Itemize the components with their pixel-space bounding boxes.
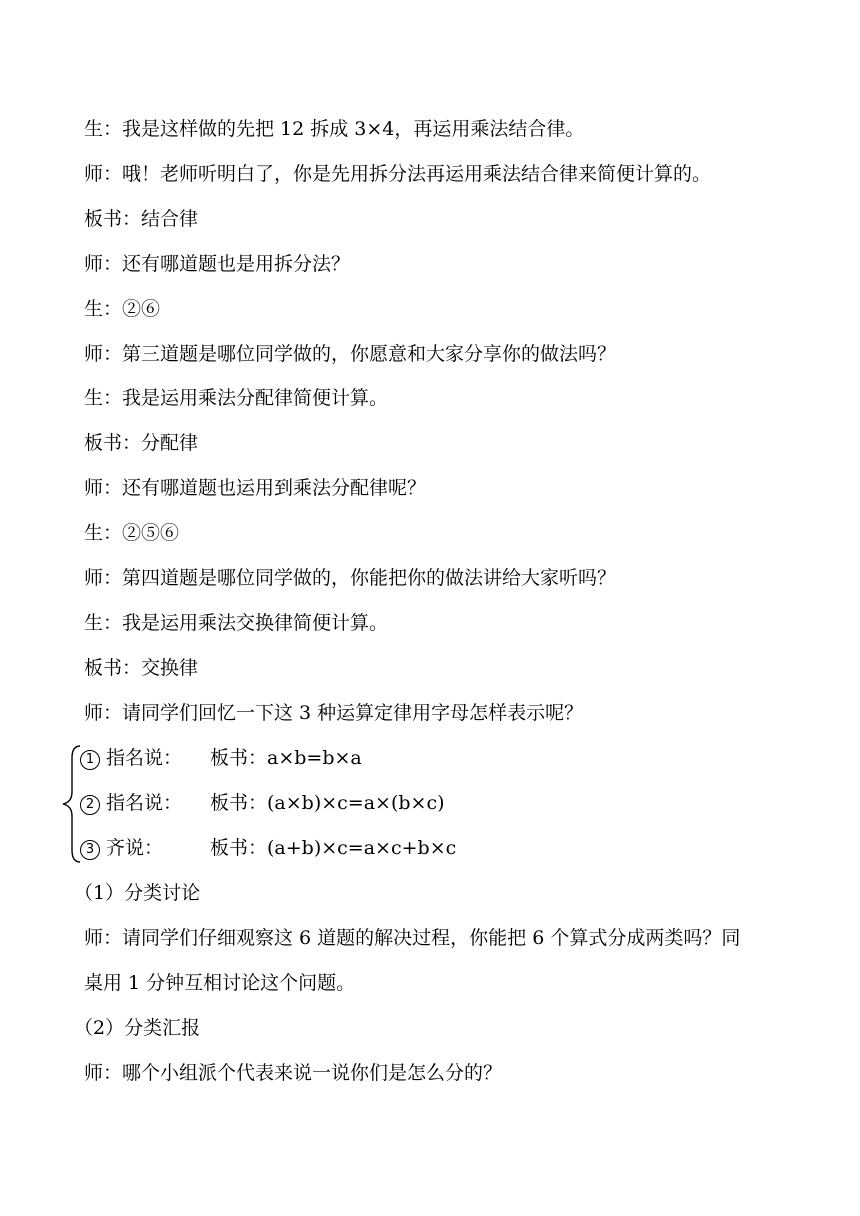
dialogue-line: 生：②⑤⑥ (84, 522, 180, 544)
circled-number: 1 (80, 750, 100, 770)
dialogue-line: 师：还有哪道题也运用到乘法分配律呢？ (84, 477, 427, 499)
speaker-mode: 齐说： (106, 837, 164, 859)
board-note: 板书：交换律 (84, 657, 199, 679)
dialogue-line: 师：第三道题是哪位同学做的，你愿意和大家分享你的做法吗？ (84, 343, 617, 365)
brace-item (80, 746, 362, 770)
dialogue-line: 师：第四道题是哪位同学做的，你能把你的做法讲给大家听吗？ (84, 567, 617, 589)
circled-number: 2 (80, 795, 100, 815)
section-heading: （2）分类汇报 (74, 1017, 201, 1039)
formula: 板书：a×b=b×a (210, 747, 362, 769)
dialogue-line: 生：②⑥ (84, 298, 161, 320)
circled-number: 3 (80, 840, 100, 860)
dialogue-line: 生：我是运用乘法分配律简便计算。 (84, 387, 389, 409)
dialogue-line: 师：哦！老师听明白了，你是先用拆分法再运用乘法结合律来简便计算的。 (84, 163, 712, 185)
section-heading: （1）分类讨论 (74, 882, 201, 904)
speaker-mode: 指名说： (106, 747, 183, 769)
formula: 板书：(a+b)×c=a×c+b×c (210, 837, 457, 859)
dialogue-line: 师：请同学们仔细观察这 6 道题的解决过程，你能把 6 个算式分成两类吗？同 (84, 927, 741, 949)
brace-item (80, 791, 445, 815)
brace-item (80, 836, 456, 860)
dialogue-line: 师：哪个小组派个代表来说一说你们是怎么分的？ (84, 1062, 503, 1084)
dialogue-line: 师：请同学们回忆一下这 3 种运算定律用字母怎样表示呢？ (84, 702, 584, 724)
speaker-mode: 指名说： (106, 792, 183, 814)
dialogue-line: 生：我是这样做的先把 12 拆成 3×4，再运用乘法结合律。 (84, 118, 585, 140)
dialogue-line: 桌用 1 分钟互相讨论这个问题。 (84, 972, 356, 994)
board-note: 板书：分配律 (84, 432, 199, 454)
curly-brace (60, 744, 82, 864)
dialogue-line: 师：还有哪道题也是用拆分法？ (84, 253, 351, 275)
formula: 板书：(a×b)×c=a×(b×c) (210, 792, 445, 814)
dialogue-line: 生：我是运用乘法交换律简便计算。 (84, 612, 389, 634)
board-note: 板书：结合律 (84, 208, 199, 230)
